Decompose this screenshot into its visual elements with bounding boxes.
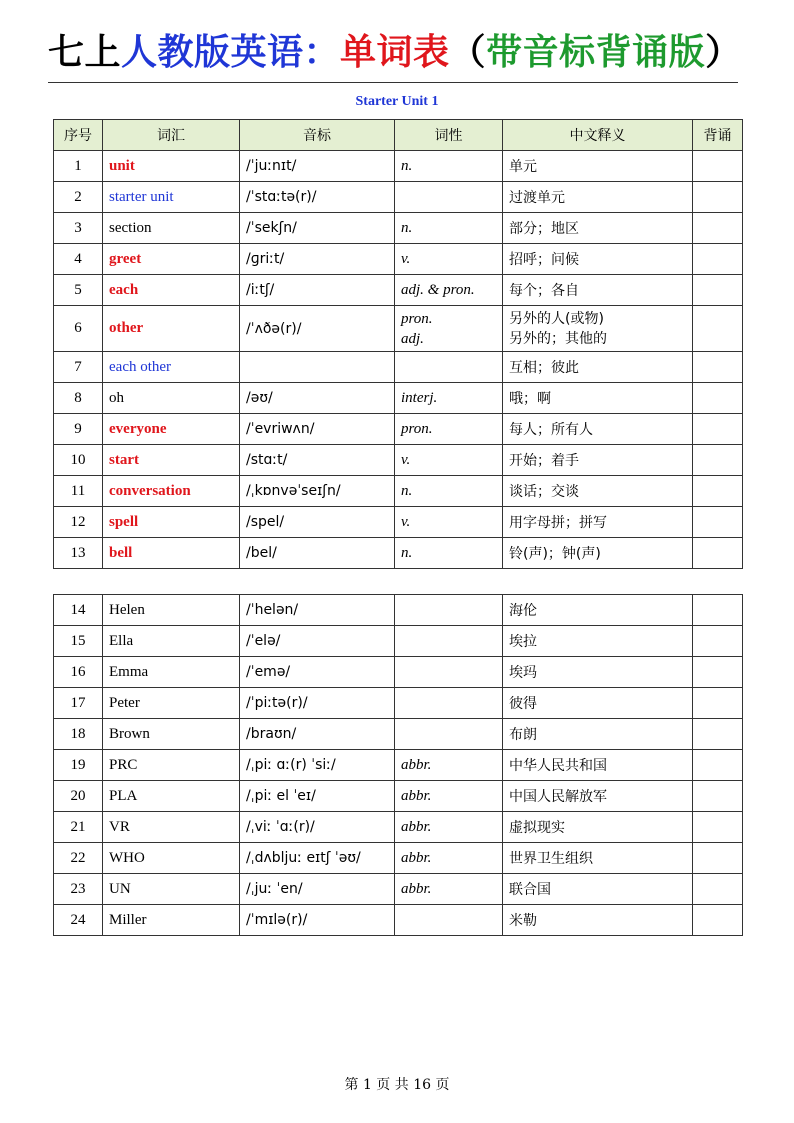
cell-part-of-speech: n. bbox=[395, 151, 503, 182]
cell-part-of-speech bbox=[395, 719, 503, 750]
cell-recite bbox=[693, 306, 743, 352]
title-paren-close: ） bbox=[705, 32, 742, 73]
cell-part-of-speech-line-2: adj. bbox=[401, 330, 424, 347]
cell-part-of-speech bbox=[395, 688, 503, 719]
header-recite: 背诵 bbox=[693, 120, 743, 151]
cell-phonetic: /ˌpiː el ˈeɪ/ bbox=[240, 781, 395, 812]
cell-number: 8 bbox=[54, 383, 103, 414]
cell-number: 9 bbox=[54, 414, 103, 445]
title-divider bbox=[48, 82, 738, 83]
cell-meaning: 每个；各自 bbox=[503, 275, 693, 306]
cell-meaning-line-1: 另外的人(或物) bbox=[509, 310, 604, 327]
cell-word: Miller bbox=[103, 905, 240, 936]
cell-phonetic bbox=[240, 352, 395, 383]
cell-recite bbox=[693, 476, 743, 507]
cell-number: 19 bbox=[54, 750, 103, 781]
cell-meaning: 海伦 bbox=[503, 595, 693, 626]
table-row bbox=[54, 507, 743, 538]
cell-part-of-speech: abbr. bbox=[395, 750, 503, 781]
cell-meaning: 互相；彼此 bbox=[503, 352, 693, 383]
cell-number: 7 bbox=[54, 352, 103, 383]
cell-number: 18 bbox=[54, 719, 103, 750]
cell-part-of-speech: abbr. bbox=[395, 781, 503, 812]
cell-phonetic: /ˈstɑːtə(r)/ bbox=[240, 182, 395, 213]
cell-phonetic: /ˈevriwʌn/ bbox=[240, 414, 395, 445]
cell-meaning: 招呼；问候 bbox=[503, 244, 693, 275]
cell-recite bbox=[693, 750, 743, 781]
cell-number: 23 bbox=[54, 874, 103, 905]
cell-word: oh bbox=[103, 383, 240, 414]
cell-phonetic: /ˈhelən/ bbox=[240, 595, 395, 626]
cell-number: 21 bbox=[54, 812, 103, 843]
table-row bbox=[54, 905, 743, 936]
vocab-table-2 bbox=[53, 594, 743, 936]
table-row bbox=[54, 812, 743, 843]
header-part-of-speech: 词性 bbox=[395, 120, 503, 151]
cell-word: unit bbox=[103, 151, 240, 182]
cell-recite bbox=[693, 538, 743, 569]
cell-phonetic: /ˈemə/ bbox=[240, 657, 395, 688]
unit-heading: Starter Unit 1 bbox=[355, 94, 439, 109]
cell-word: PRC bbox=[103, 750, 240, 781]
cell-part-of-speech: abbr. bbox=[395, 843, 503, 874]
cell-word: WHO bbox=[103, 843, 240, 874]
cell-recite bbox=[693, 507, 743, 538]
cell-phonetic: /ˌviː ˈɑː(r)/ bbox=[240, 812, 395, 843]
cell-meaning: 埃玛 bbox=[503, 657, 693, 688]
cell-word: conversation bbox=[103, 476, 240, 507]
cell-recite bbox=[693, 151, 743, 182]
cell-word: each other bbox=[103, 352, 240, 383]
cell-meaning: 铃(声)；钟(声) bbox=[503, 538, 693, 569]
cell-part-of-speech: n. bbox=[395, 213, 503, 244]
header-number: 序号 bbox=[54, 120, 103, 151]
cell-meaning: 联合国 bbox=[503, 874, 693, 905]
cell-part-of-speech bbox=[395, 905, 503, 936]
table-row bbox=[54, 383, 743, 414]
table-row bbox=[54, 874, 743, 905]
cell-recite bbox=[693, 213, 743, 244]
cell-part-of-speech-line-1: pron. bbox=[401, 310, 433, 327]
cell-word: start bbox=[103, 445, 240, 476]
cell-phonetic: /ˌdʌbljuː eɪtʃ ˈəʊ/ bbox=[240, 843, 395, 874]
cell-recite bbox=[693, 626, 743, 657]
cell-word: UN bbox=[103, 874, 240, 905]
cell-meaning: 虚拟现实 bbox=[503, 812, 693, 843]
cell-meaning: 哦；啊 bbox=[503, 383, 693, 414]
cell-number: 20 bbox=[54, 781, 103, 812]
cell-phonetic: /spel/ bbox=[240, 507, 395, 538]
cell-meaning: 中华人民共和国 bbox=[503, 750, 693, 781]
cell-part-of-speech bbox=[395, 182, 503, 213]
header-meaning: 中文释义 bbox=[503, 120, 693, 151]
table-row bbox=[54, 626, 743, 657]
cell-part-of-speech bbox=[395, 626, 503, 657]
page-footer: 第 1 页 共 16 页 bbox=[344, 1077, 450, 1093]
cell-number: 16 bbox=[54, 657, 103, 688]
cell-meaning: 世界卫生组织 bbox=[503, 843, 693, 874]
title-part-version: 带音标背诵版 bbox=[486, 32, 706, 73]
cell-phonetic: /ˌkɒnvəˈseɪʃn/ bbox=[240, 476, 395, 507]
cell-recite bbox=[693, 275, 743, 306]
cell-phonetic: /ɡriːt/ bbox=[240, 244, 395, 275]
cell-recite bbox=[693, 657, 743, 688]
cell-word: Helen bbox=[103, 595, 240, 626]
cell-recite bbox=[693, 905, 743, 936]
cell-word: Brown bbox=[103, 719, 240, 750]
cell-number: 15 bbox=[54, 626, 103, 657]
cell-part-of-speech: pron. bbox=[395, 414, 503, 445]
cell-number: 1 bbox=[54, 151, 103, 182]
cell-recite bbox=[693, 874, 743, 905]
cell-meaning: 埃拉 bbox=[503, 626, 693, 657]
table-row bbox=[54, 445, 743, 476]
cell-part-of-speech bbox=[395, 306, 503, 352]
cell-recite bbox=[693, 781, 743, 812]
cell-word: Peter bbox=[103, 688, 240, 719]
cell-word: bell bbox=[103, 538, 240, 569]
cell-word: VR bbox=[103, 812, 240, 843]
cell-phonetic: /ˌpiː ɑː(r) ˈsiː/ bbox=[240, 750, 395, 781]
table-row bbox=[54, 476, 743, 507]
title-part-edition: 人教版英语： bbox=[121, 32, 341, 73]
cell-part-of-speech: v. bbox=[395, 507, 503, 538]
cell-part-of-speech: abbr. bbox=[395, 874, 503, 905]
cell-meaning: 彼得 bbox=[503, 688, 693, 719]
cell-phonetic: /ˈsekʃn/ bbox=[240, 213, 395, 244]
cell-number: 24 bbox=[54, 905, 103, 936]
cell-part-of-speech bbox=[395, 352, 503, 383]
cell-recite bbox=[693, 843, 743, 874]
cell-number: 2 bbox=[54, 182, 103, 213]
table-row bbox=[54, 414, 743, 445]
table-row bbox=[54, 781, 743, 812]
cell-meaning: 布朗 bbox=[503, 719, 693, 750]
table-row bbox=[54, 151, 743, 182]
cell-recite bbox=[693, 383, 743, 414]
vocab-table-1 bbox=[53, 119, 743, 569]
cell-phonetic: /ˈjuːnɪt/ bbox=[240, 151, 395, 182]
cell-phonetic: /ˈmɪlə(r)/ bbox=[240, 905, 395, 936]
cell-meaning: 单元 bbox=[503, 151, 693, 182]
cell-recite bbox=[693, 244, 743, 275]
table-row bbox=[54, 352, 743, 383]
cell-meaning: 开始；着手 bbox=[503, 445, 693, 476]
header-phonetic: 音标 bbox=[240, 120, 395, 151]
header-word: 词汇 bbox=[103, 120, 240, 151]
cell-recite bbox=[693, 182, 743, 213]
cell-phonetic: /ˈpiːtə(r)/ bbox=[240, 688, 395, 719]
table-row bbox=[54, 595, 743, 626]
cell-meaning: 用字母拼；拼写 bbox=[503, 507, 693, 538]
cell-meaning: 每人；所有人 bbox=[503, 414, 693, 445]
cell-part-of-speech bbox=[395, 595, 503, 626]
cell-number: 17 bbox=[54, 688, 103, 719]
table-row bbox=[54, 182, 743, 213]
table-row bbox=[54, 244, 743, 275]
cell-recite bbox=[693, 445, 743, 476]
cell-meaning-line-2: 另外的；其他的 bbox=[509, 330, 607, 347]
table-row bbox=[54, 538, 743, 569]
cell-number: 13 bbox=[54, 538, 103, 569]
cell-recite bbox=[693, 688, 743, 719]
title-part-grade: 七上 bbox=[48, 32, 122, 73]
cell-word: greet bbox=[103, 244, 240, 275]
cell-phonetic: /braʊn/ bbox=[240, 719, 395, 750]
cell-recite bbox=[693, 719, 743, 750]
cell-recite bbox=[693, 414, 743, 445]
table-row bbox=[54, 213, 743, 244]
cell-meaning: 谈话；交谈 bbox=[503, 476, 693, 507]
cell-phonetic: /bel/ bbox=[240, 538, 395, 569]
cell-number: 6 bbox=[54, 306, 103, 352]
cell-phonetic: /ˈelə/ bbox=[240, 626, 395, 657]
title-paren-open: （ bbox=[449, 32, 487, 73]
cell-word: everyone bbox=[103, 414, 240, 445]
cell-number: 22 bbox=[54, 843, 103, 874]
cell-number: 3 bbox=[54, 213, 103, 244]
table-row bbox=[54, 843, 743, 874]
cell-word: spell bbox=[103, 507, 240, 538]
cell-part-of-speech: adj. & pron. bbox=[395, 275, 503, 306]
cell-meaning: 部分；地区 bbox=[503, 213, 693, 244]
cell-number: 10 bbox=[54, 445, 103, 476]
cell-phonetic: /əʊ/ bbox=[240, 383, 395, 414]
cell-number: 14 bbox=[54, 595, 103, 626]
cell-recite bbox=[693, 352, 743, 383]
cell-word: PLA bbox=[103, 781, 240, 812]
cell-part-of-speech: abbr. bbox=[395, 812, 503, 843]
title-part-wordlist: 单词表 bbox=[340, 32, 450, 73]
cell-meaning bbox=[503, 306, 693, 352]
table-row bbox=[54, 750, 743, 781]
cell-recite bbox=[693, 812, 743, 843]
cell-part-of-speech: v. bbox=[395, 445, 503, 476]
cell-word: Ella bbox=[103, 626, 240, 657]
cell-phonetic: /stɑːt/ bbox=[240, 445, 395, 476]
cell-number: 11 bbox=[54, 476, 103, 507]
cell-word: other bbox=[103, 306, 240, 352]
cell-word: Emma bbox=[103, 657, 240, 688]
table-row bbox=[54, 275, 743, 306]
cell-word: each bbox=[103, 275, 240, 306]
cell-recite bbox=[693, 595, 743, 626]
cell-part-of-speech: interj. bbox=[395, 383, 503, 414]
cell-part-of-speech: n. bbox=[395, 538, 503, 569]
cell-phonetic: /ˌjuː ˈen/ bbox=[240, 874, 395, 905]
cell-part-of-speech: v. bbox=[395, 244, 503, 275]
cell-number: 12 bbox=[54, 507, 103, 538]
cell-word: section bbox=[103, 213, 240, 244]
table-row bbox=[54, 306, 743, 352]
table-row bbox=[54, 657, 743, 688]
cell-part-of-speech: n. bbox=[395, 476, 503, 507]
cell-phonetic: /iːtʃ/ bbox=[240, 275, 395, 306]
cell-part-of-speech bbox=[395, 657, 503, 688]
table-row bbox=[54, 688, 743, 719]
cell-word: starter unit bbox=[103, 182, 240, 213]
cell-meaning: 过渡单元 bbox=[503, 182, 693, 213]
page-title bbox=[48, 28, 748, 78]
cell-phonetic: /ˈʌðə(r)/ bbox=[240, 306, 395, 352]
cell-number: 4 bbox=[54, 244, 103, 275]
table-header-row bbox=[54, 120, 743, 151]
cell-meaning: 米勒 bbox=[503, 905, 693, 936]
cell-number: 5 bbox=[54, 275, 103, 306]
table-row bbox=[54, 719, 743, 750]
cell-meaning: 中国人民解放军 bbox=[503, 781, 693, 812]
